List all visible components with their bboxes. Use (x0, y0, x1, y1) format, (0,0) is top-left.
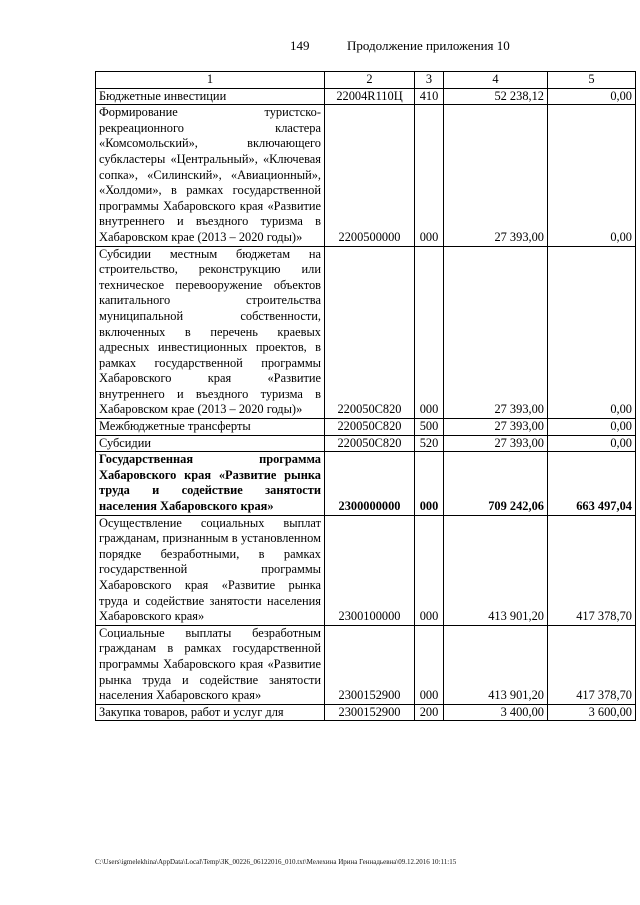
amount-year-2: 0,00 (548, 88, 636, 105)
expense-name: Социальные выплаты безработным гражданам в рамках государственной программы Хабаровского края «Развитие рынка труда и содействие занятости населения Хабаровского края» (96, 625, 325, 704)
expense-name: Формирование туристско-рекреационного кластера «Комсомольский», включающего субкластеры «Центральный», «Ключевая сопка», «Силинский», «Авиационный», «Холдоми», в рамках государственной программы Хабаровского края «Развитие внутреннего и въездного туризма в Хабаровском крае (2013 – 2020 годы)» (96, 105, 325, 246)
expense-type: 000 (415, 105, 444, 246)
target-code: 220050С820 (325, 435, 415, 452)
amount-year-2: 3 600,00 (548, 704, 636, 721)
target-code: 220050С820 (325, 419, 415, 436)
amount-year-1: 52 238,12 (444, 88, 548, 105)
column-number-row (96, 72, 636, 89)
appendix-continuation: Продолжение приложения 10 (347, 38, 510, 53)
table-row (96, 435, 636, 452)
target-code: 2200500000 (325, 105, 415, 246)
amount-year-1: 27 393,00 (444, 105, 548, 246)
target-code: 2300152900 (325, 704, 415, 721)
amount-year-2: 663 497,04 (548, 452, 636, 515)
amount-year-2: 0,00 (548, 435, 636, 452)
expense-type: 410 (415, 88, 444, 105)
expense-type: 000 (415, 625, 444, 704)
target-code: 2300152900 (325, 625, 415, 704)
page-header (0, 38, 640, 56)
target-code: 22004R110Ц (325, 88, 415, 105)
expense-name: Закупка товаров, работ и услуг для (96, 704, 325, 721)
expense-type: 520 (415, 435, 444, 452)
table-row (96, 515, 636, 625)
column-header: 1 (96, 72, 325, 89)
expense-name: Субсидии (96, 435, 325, 452)
expense-type: 000 (415, 515, 444, 625)
target-code: 220050С820 (325, 246, 415, 419)
column-header: 3 (415, 72, 444, 89)
table-row (96, 625, 636, 704)
table-row (96, 704, 636, 721)
expense-type: 000 (415, 452, 444, 515)
target-code: 2300000000 (325, 452, 415, 515)
expense-type: 000 (415, 246, 444, 419)
expense-name: Межбюджетные трансферты (96, 419, 325, 436)
amount-year-1: 27 393,00 (444, 435, 548, 452)
table-row (96, 105, 636, 246)
expense-name: Субсидии местным бюджетам на строительство, реконструкцию или техническое перевооружение объектов капитального строительства муниципальной собственности, включенных в перечень краевых адресных инвестиционных проектов, в рамках государственной программы Хабаровского края «Развитие внутреннего и въездного туризма в Хабаровском крае (2013 – 2020 годы)» (96, 246, 325, 419)
file-path-footer: C:\Users\igmelekhina\AppData\Local\Temp\ЗК_00226_06122016_010.txt\Мелехина Ирина Геннадьевна\09.12.2016 10:11:15 (95, 858, 457, 866)
column-header: 2 (325, 72, 415, 89)
amount-year-2: 417 378,70 (548, 625, 636, 704)
table-row-program (96, 452, 636, 515)
amount-year-2: 0,00 (548, 419, 636, 436)
expense-type: 500 (415, 419, 444, 436)
amount-year-2: 417 378,70 (548, 515, 636, 625)
amount-year-1: 27 393,00 (444, 419, 548, 436)
target-code: 2300100000 (325, 515, 415, 625)
table-row (96, 246, 636, 419)
column-header: 4 (444, 72, 548, 89)
table-row (96, 419, 636, 436)
amount-year-1: 27 393,00 (444, 246, 548, 419)
amount-year-1: 413 901,20 (444, 515, 548, 625)
column-header: 5 (548, 72, 636, 89)
budget-table (95, 71, 636, 721)
table-row (96, 88, 636, 105)
amount-year-1: 413 901,20 (444, 625, 548, 704)
amount-year-1: 709 242,06 (444, 452, 548, 515)
expense-name: Государственная программа Хабаровского края «Развитие рынка труда и содействие занятости населения Хабаровского края» (96, 452, 325, 515)
expense-name: Осуществление социальных выплат гражданам, признанным в установленном порядке безработными, в рамках государственной программы Хабаровского края «Развитие рынка труда и содействие занятости населения Хабаровского края» (96, 515, 325, 625)
expense-name: Бюджетные инвестиции (96, 88, 325, 105)
expense-type: 200 (415, 704, 444, 721)
page-number: 149 (290, 38, 310, 53)
amount-year-1: 3 400,00 (444, 704, 548, 721)
amount-year-2: 0,00 (548, 246, 636, 419)
amount-year-2: 0,00 (548, 105, 636, 246)
